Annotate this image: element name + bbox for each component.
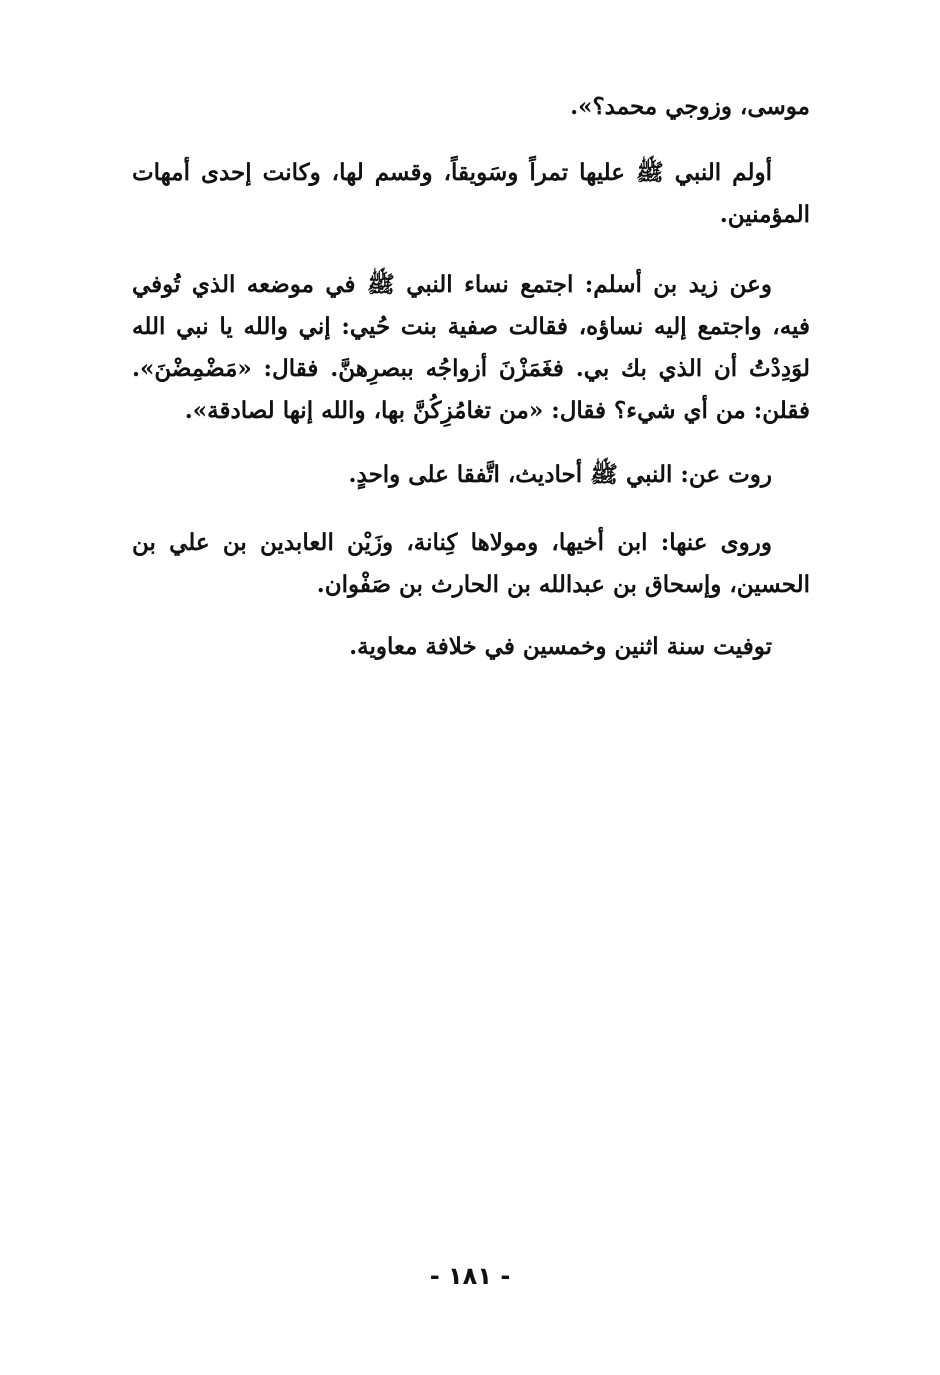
page-number: - ١٨١ - <box>429 1262 511 1290</box>
paragraph-1: موسى، وزوجي محمد؟». <box>570 93 810 120</box>
paragraph-3: وعن زيد بن أسلم: اجتمع نساء النبي ﷺ في موضعه الذي تُوفي فيه، واجتمع إليه نساؤه، فقالت صفية بنت حُيي: إني والله يا نبي الله لوَدِدْتُ أن الذي بك بي. فغَمَزْنَ أزواجُه ببصرِهنَّ. فقال: «مَضْمِضْنَ». فقلن: من أي شيء؟ فقال: «من تغامُزِكُنَّ بها، والله إنها لصادقة». <box>132 271 810 424</box>
page-body-text <box>132 86 810 668</box>
paragraph-2: أولم النبي ﷺ عليها تمراً وسَويقاً، وقسم لها، وكانت إحدى أمهات المؤمنين. <box>132 159 810 228</box>
paragraph-4: روت عن: النبي ﷺ أحاديث، اتَّفقا على واحدٍ. <box>348 461 772 488</box>
paragraph-6: توفيت سنة اثنين وخمسين في خلافة معاوية. <box>349 633 772 660</box>
paragraph-5: وروى عنها: ابن أخيها، ومولاها كِنانة، وزَيْن العابدين بن علي بن الحسين، وإسحاق بن عبدالله بن الحارث بن صَفْوان. <box>132 529 810 598</box>
